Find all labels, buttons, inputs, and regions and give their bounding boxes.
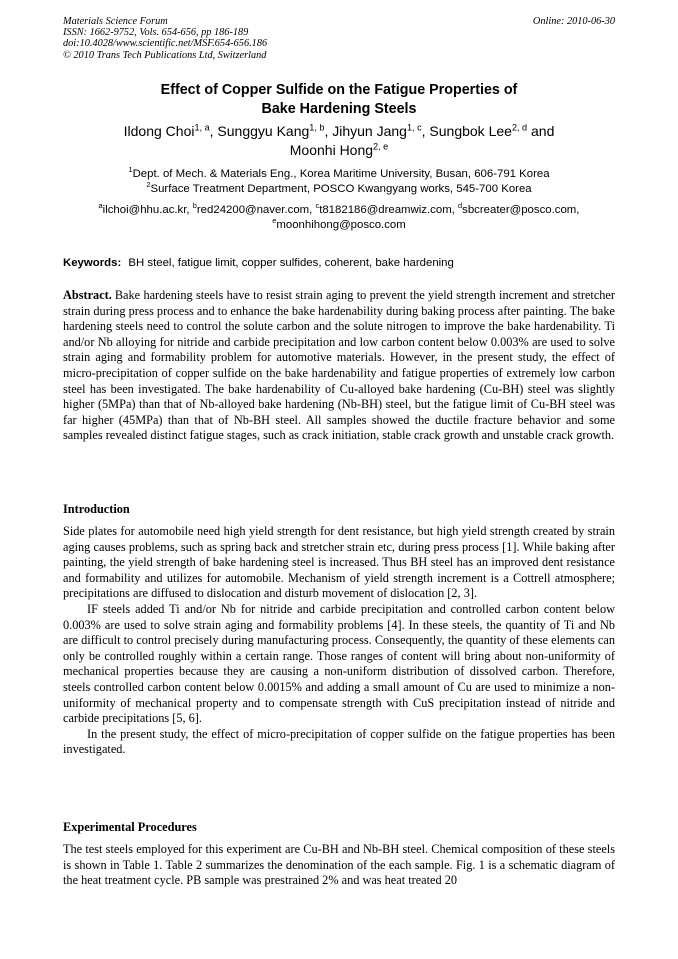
author-name: Sungbok Lee	[429, 123, 512, 139]
author-marker: 1, c	[406, 122, 422, 133]
email-link[interactable]: sbcreater@posco.com,	[462, 204, 580, 216]
affiliation-text: Dept. of Mech. & Materials Eng., Korea Maritime University, Busan, 606-791 Korea	[132, 168, 550, 180]
email-marker: a	[98, 201, 103, 211]
email-marker: b	[192, 201, 197, 211]
copyright-line: © 2010 Trans Tech Publications Ltd, Switzerland	[63, 49, 267, 61]
title-line-1: Effect of Copper Sulfide on the Fatigue Properties of	[160, 82, 518, 98]
email-link[interactable]: moonhihong@posco.com	[276, 219, 406, 231]
introduction-heading: Introduction	[63, 502, 130, 516]
paragraph: In the present study, the effect of micro-precipitation of copper sulfide on the fatigue properties has been investigated.	[63, 726, 615, 757]
paragraph: IF steels added Ti and/or Nb for nitride and carbide precipitation and controlled carbon content below 0.003% are used to solve strain aging and formability problems [4]. In these steels, the quantity of Ti and Nb are difficult to control precisely during manufacturing process. Consequently, the quantity of these elements can only be controlled roughly within a certain range. Those ranges of content will bring about non-uniformity of mechanical properties because they are causing a non-uniform distribution of dissolved carbon. Therefore, steels controlled carbon content below 0.0015% and adding a small amount of Cu are used to minimize a non-uniformity of mechanical property and to compensate strength with CuS precipitation instead of nitride and carbide precipitations [5, 6].	[63, 601, 615, 726]
journal-name: Materials Science Forum	[63, 16, 168, 27]
author-emails	[63, 203, 615, 233]
affiliation-2	[63, 182, 615, 197]
abstract	[63, 288, 615, 444]
introduction-body	[63, 524, 615, 758]
author-name: Jihyun Jang	[332, 123, 407, 139]
email-marker: c	[315, 201, 320, 211]
email-link[interactable]: red24200@naver.com,	[196, 204, 313, 216]
author-list: Ildong Choi$^{1, a}$, Sunggyu Kang$^{1, b}$, Jihyun Jang$^{1, c}$, Sungbok Lee$^{2, d}$ and Moonhi Hong$^{2, e}$	[123, 122, 555, 158]
title-line-2: Bake Hardening Steels	[261, 101, 417, 117]
paragraph: The test steels employed for this experiment are Cu-BH and Nb-BH steel. Chemical composition of these steels is shown in Table 1. Table 2 summarizes the denomination of the each sample. Fig. 1 is a schematic diagram of the heat treatment cycle. PB sample was prestrained 2% and was heat treated 20	[63, 842, 615, 888]
doi-line: doi:10.4028/www.scientific.net/MSF.654-656.186	[63, 38, 268, 50]
abstract-label: Abstract.	[63, 288, 112, 302]
paragraph: Side plates for automobile need high yield strength for dent resistance, but high yield strength created by strain aging causes problems, such as spring back and stretcher strain etc, during press process [1]. While baking after painting, the yield strength of bake hardening steel is increased. Thus BH steel has an improved dent resistance and formability and utilizes for automobile. Mechanism of yield strength increment is a Cottrell atmosphere; precipitations are diffused to dislocation and disturb movement of dislocation [2, 3].	[63, 524, 615, 601]
affiliation-text: Surface Treatment Department, POSCO Kwangyang works, 545-700 Korea	[150, 183, 532, 195]
author-marker: 2, e	[373, 141, 389, 152]
author-name: Moonhi Hong	[289, 142, 374, 158]
keywords-text: BH steel, fatigue limit, copper sulfides, coherent, bake hardening	[128, 257, 454, 269]
email-marker: d	[458, 201, 463, 211]
author-name: Sunggyu Kang	[217, 123, 310, 139]
experimental-body	[63, 842, 615, 889]
email-link[interactable]: ilchoi@hhu.ac.kr,	[102, 204, 190, 216]
author-name: Ildong Choi	[123, 123, 195, 139]
author-marker: 1, b	[309, 122, 325, 133]
affiliations	[63, 167, 615, 197]
keywords-label: Keywords:	[63, 257, 122, 269]
issn-line: ISSN: 1662-9752, Vols. 654-656, pp 186-189	[63, 27, 249, 39]
email-marker: e	[272, 216, 277, 226]
email-link[interactable]: t8182186@dreamwiz.com,	[319, 204, 455, 216]
author-conjunction: and	[531, 123, 555, 139]
online-date: Online: 2010-06-30	[532, 16, 615, 27]
journal-header	[63, 16, 615, 61]
affiliation-marker: 2	[146, 180, 151, 190]
paper-title	[63, 81, 615, 119]
author-marker: 2, d	[511, 122, 528, 133]
keywords	[63, 256, 615, 271]
author-marker: 1, a	[194, 122, 210, 133]
affiliation-marker: 1	[128, 165, 133, 175]
experimental-heading: Experimental Procedures	[63, 820, 197, 834]
abstract-text: Bake hardening steels have to resist strain aging to prevent the yield strength increment and stretcher strain during press process and to enhance the bake hardenability during baking process after painting. The bake hardening steels need to control the solute carbon and the solute nitrogen to improve the bake hardenability. Ti and/or Nb alloying for nitride and carbide precipitation and low carbon content below 0.003% are used to solve strain aging and formability problem for automotive materials. However, in the present study, the effect of micro-precipitation of copper sulfide on the bake hardenability and fatigue properties of extremely low carbon steel has been investigated. The bake hardenability of Cu-alloyed bake hardening (Cu-BH) steel was slightly higher (5MPa) than that of Nb-alloyed bake hardening (Nb-BH) steel, but the fatigue limit of Cu-BH steel was far higher (45MPa) than that of Nb-BH steel. All samples showed the ductile fracture behavior and some samples revealed distinct fatigue stages, such as crack initiation, stable crack growth and unstable crack growth.	[63, 288, 615, 443]
